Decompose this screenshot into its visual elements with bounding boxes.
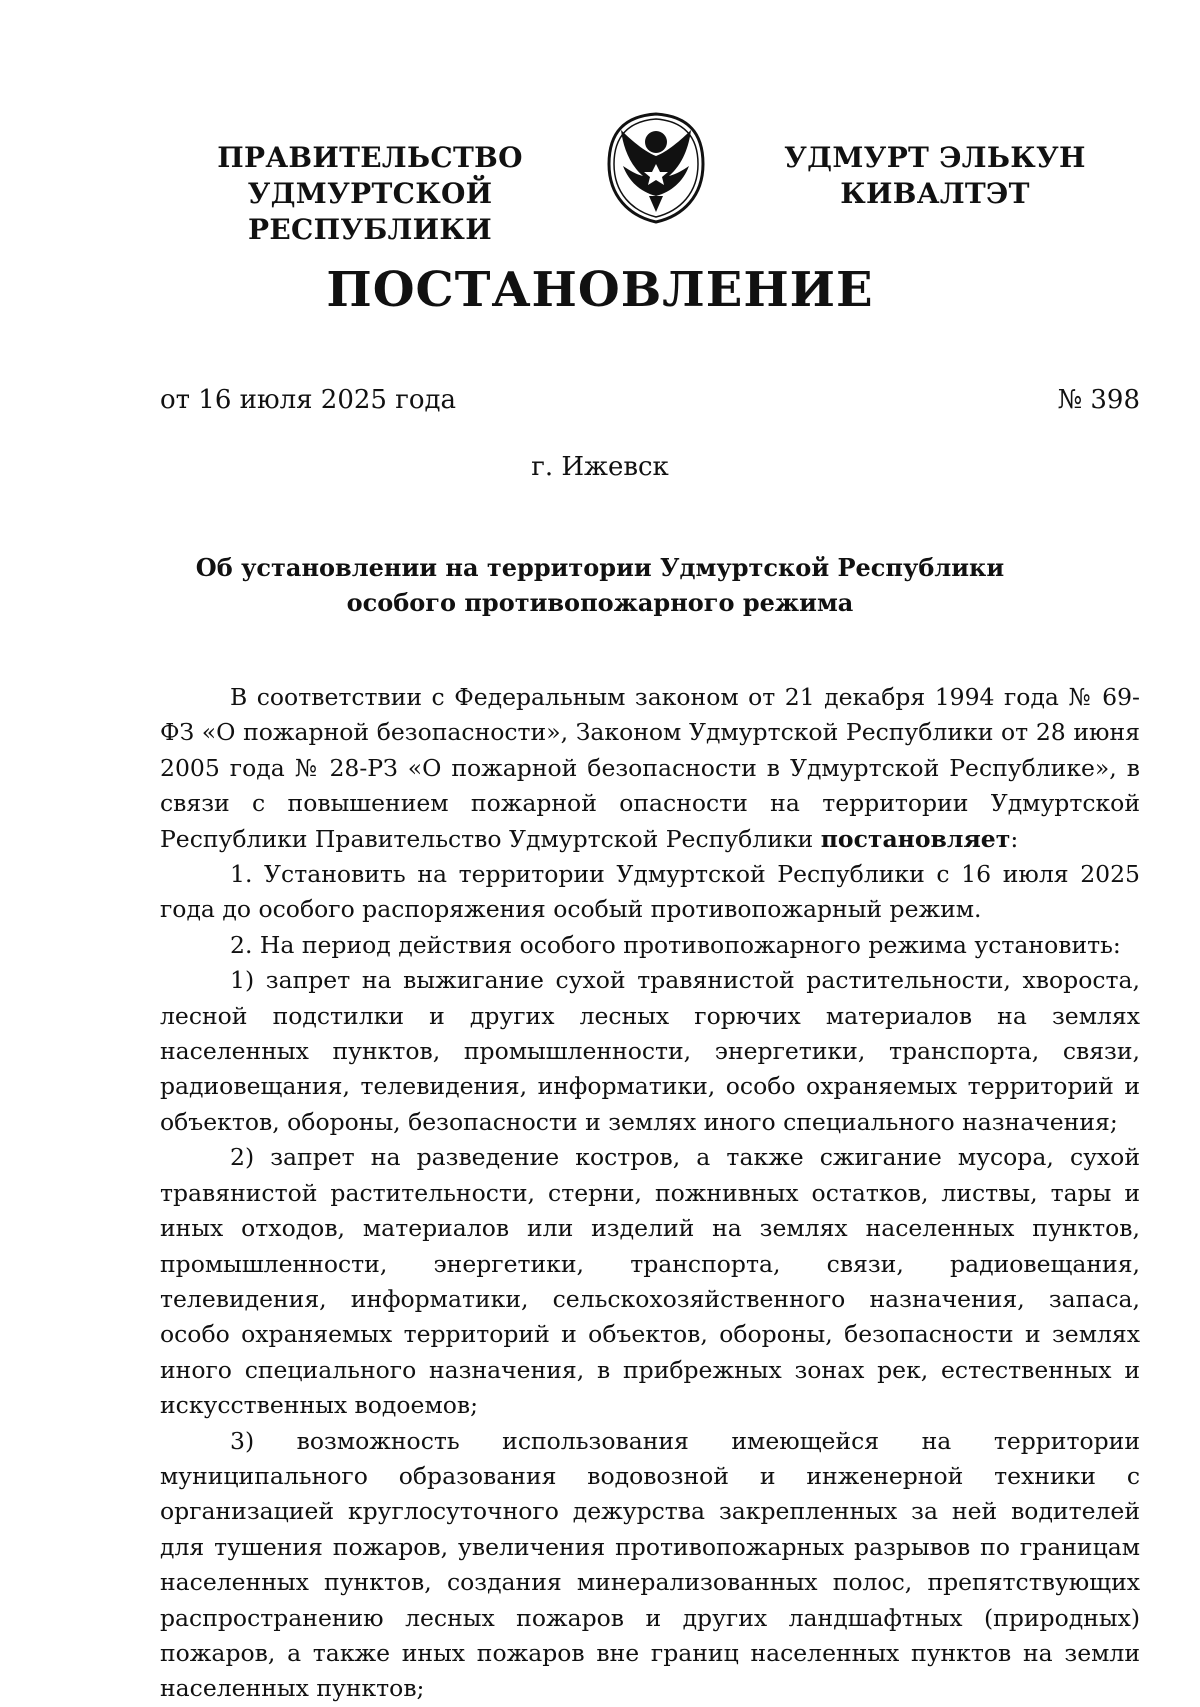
- document-date: от 16 июля 2025 года: [160, 385, 457, 415]
- preamble-paragraph: [160, 680, 1140, 857]
- item-1: 1. Установить на территории Удмуртской Республики с 16 июля 2025 года до особого распоряжения особый противопожарный режим.: [160, 860, 1140, 924]
- header-right-line2: КИВАЛТЭТ: [840, 177, 1030, 210]
- header-left-line1: ПРАВИТЕЛЬСТВО: [217, 141, 523, 174]
- preamble-end: :: [1010, 824, 1019, 853]
- document-title: ПОСТАНОВЛЕНИЕ: [326, 262, 874, 318]
- subject-line2: особого противопожарного режима: [346, 588, 854, 617]
- preamble-keyword: постановляет: [820, 824, 1011, 853]
- header-left-org: [150, 140, 590, 248]
- header-left-line2: УДМУРТСКОЙ РЕСПУБЛИКИ: [247, 177, 493, 246]
- subject-line1: Об установлении на территории Удмуртской Республики: [195, 553, 1005, 582]
- document-city: г. Ижевск: [531, 452, 669, 482]
- document-subject: [0, 550, 1200, 620]
- udmurt-emblem-icon: [605, 112, 707, 224]
- sub-item-2: 2) запрет на разведение костров, а также сжигание мусора, сухой травянистой растительности, стерни, пожнивных остатков, листвы, тары и иных отходов, материалов или изделий на землях населенных пунктов, промышленности, энергетики, транспорта, связи, радиовещания, телевидения, информатики, сельскохозяйственного назначения, запаса, особо охраняемых территорий и объектов, обороны, безопасности и землях иного специального назначения, в прибрежных зонах рек, естественных и искусственных водоемов;: [160, 1143, 1140, 1420]
- header-right-line1: УДМУРТ ЭЛЬКУН: [784, 141, 1086, 174]
- document-number: № 398: [1057, 385, 1140, 415]
- header-right-org: [770, 140, 1100, 212]
- sub-item-1: 1) запрет на выжигание сухой травянистой растительности, хвороста, лесной подстилки и других лесных горючих материалов на землях населенных пунктов, промышленности, энергетики, транспорта, связи, радиовещания, телевидения, информатики, особо охраняемых территорий и объектов, обороны, безопасности и землях иного специального назначения;: [160, 966, 1140, 1136]
- sub-item-3: 3) возможность использования имеющейся на территории муниципального образования водовозной и инженерной техники с организацией круглосуточного дежурства закрепленных за ней водителей для тушения пожаров, увеличения противопожарных разрывов по границам населенных пунктов, создания минерализованных полос, препятствующих распространению лесных пожаров и других ландшафтных (природных) пожаров, а также иных пожаров вне границ населенных пунктов на земли населенных пунктов;: [160, 1426, 1140, 1703]
- preamble-text: В соответствии с Федеральным законом от 21 декабря 1994 года № 69-ФЗ «О пожарной безопасности», Законом Удмуртской Республики от 28 июня 2005 года № 28-РЗ «О пожарной безопасности в Удмуртской Республике», в связи с повышением пожарной опасности на территории Удмуртской Республики Правительство Удмуртской Республики: [160, 683, 1140, 853]
- document-body: [160, 680, 1140, 1707]
- item-2: 2. На период действия особого противопожарного режима установить:: [230, 930, 1121, 959]
- document-meta: [160, 385, 1140, 421]
